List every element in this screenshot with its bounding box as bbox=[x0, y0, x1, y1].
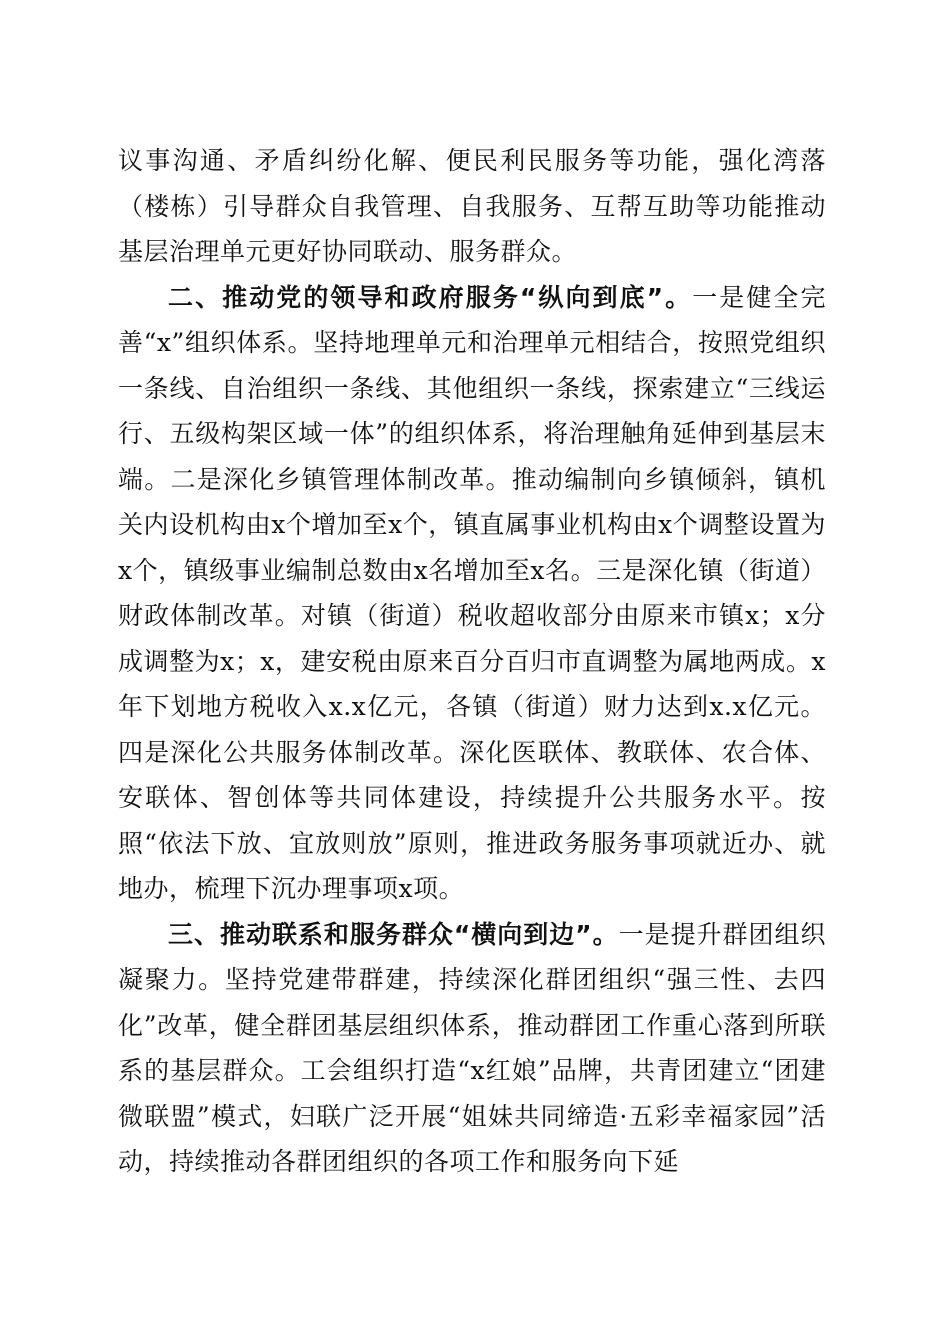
paragraph-section-three bbox=[118, 912, 826, 1185]
section-heading: 三、推动联系和服务群众“横向到边”。 bbox=[168, 919, 619, 949]
paragraph-body: 一是提升群团组织凝聚力。坚持党建带群建，持续深化群团组织“强三性、去四化”改革，健全群团基层组织体系，推动群团工作重心落到所联系的基层群众。工会组织打造“x红娘”品牌，共青团建立“团建微联盟”模式，妇联广泛开展“姐妹共同缔造·五彩幸福家园”活动，持续推动各群团组织的各项工作和服务向下延 bbox=[118, 919, 826, 1176]
section-heading: 二、推动党的领导和政府服务“纵向到底”。 bbox=[168, 282, 693, 312]
paragraph-body: 一是健全完善“x”组织体系。坚持地理单元和治理单元相结合，按照党组织一条线、自治组织一条线、其他组织一条线，探索建立“三线运行、五级构架区域一体”的组织体系，将治理触角延伸到基层末端。二是深化乡镇管理体制改革。推动编制向乡镇倾斜，镇机关内设机构由x个增加至x个，镇直属事业机构由x个调整设置为x个，镇级事业编制总数由x名增加至x名。三是深化镇（街道）财政体制改革。对镇（街道）税收超收部分由原来市镇x；x分成调整为x；x，建安税由原来百分百归市直调整为属地两成。x年下划地方税收入x.x亿元，各镇（街道）财力达到x.x亿元。四是深化公共服务体制改革。深化医联体、教联体、农合体、安联体、智创体等共同体建设，持续提升公共服务水平。按照“依法下放、宜放则放”原则，推进政务服务事项就近办、就地办，梳理下沉办理事项x项。 bbox=[118, 282, 826, 903]
paragraph-section-two bbox=[118, 275, 826, 912]
paragraph-continuation bbox=[118, 138, 826, 275]
document-body bbox=[118, 138, 826, 1185]
paragraph-body: 议事沟通、矛盾纠纷化解、便民利民服务等功能，强化湾落（楼栋）引导群众自我管理、自我服务、互帮互助等功能推动基层治理单元更好协同联动、服务群众。 bbox=[118, 146, 826, 266]
